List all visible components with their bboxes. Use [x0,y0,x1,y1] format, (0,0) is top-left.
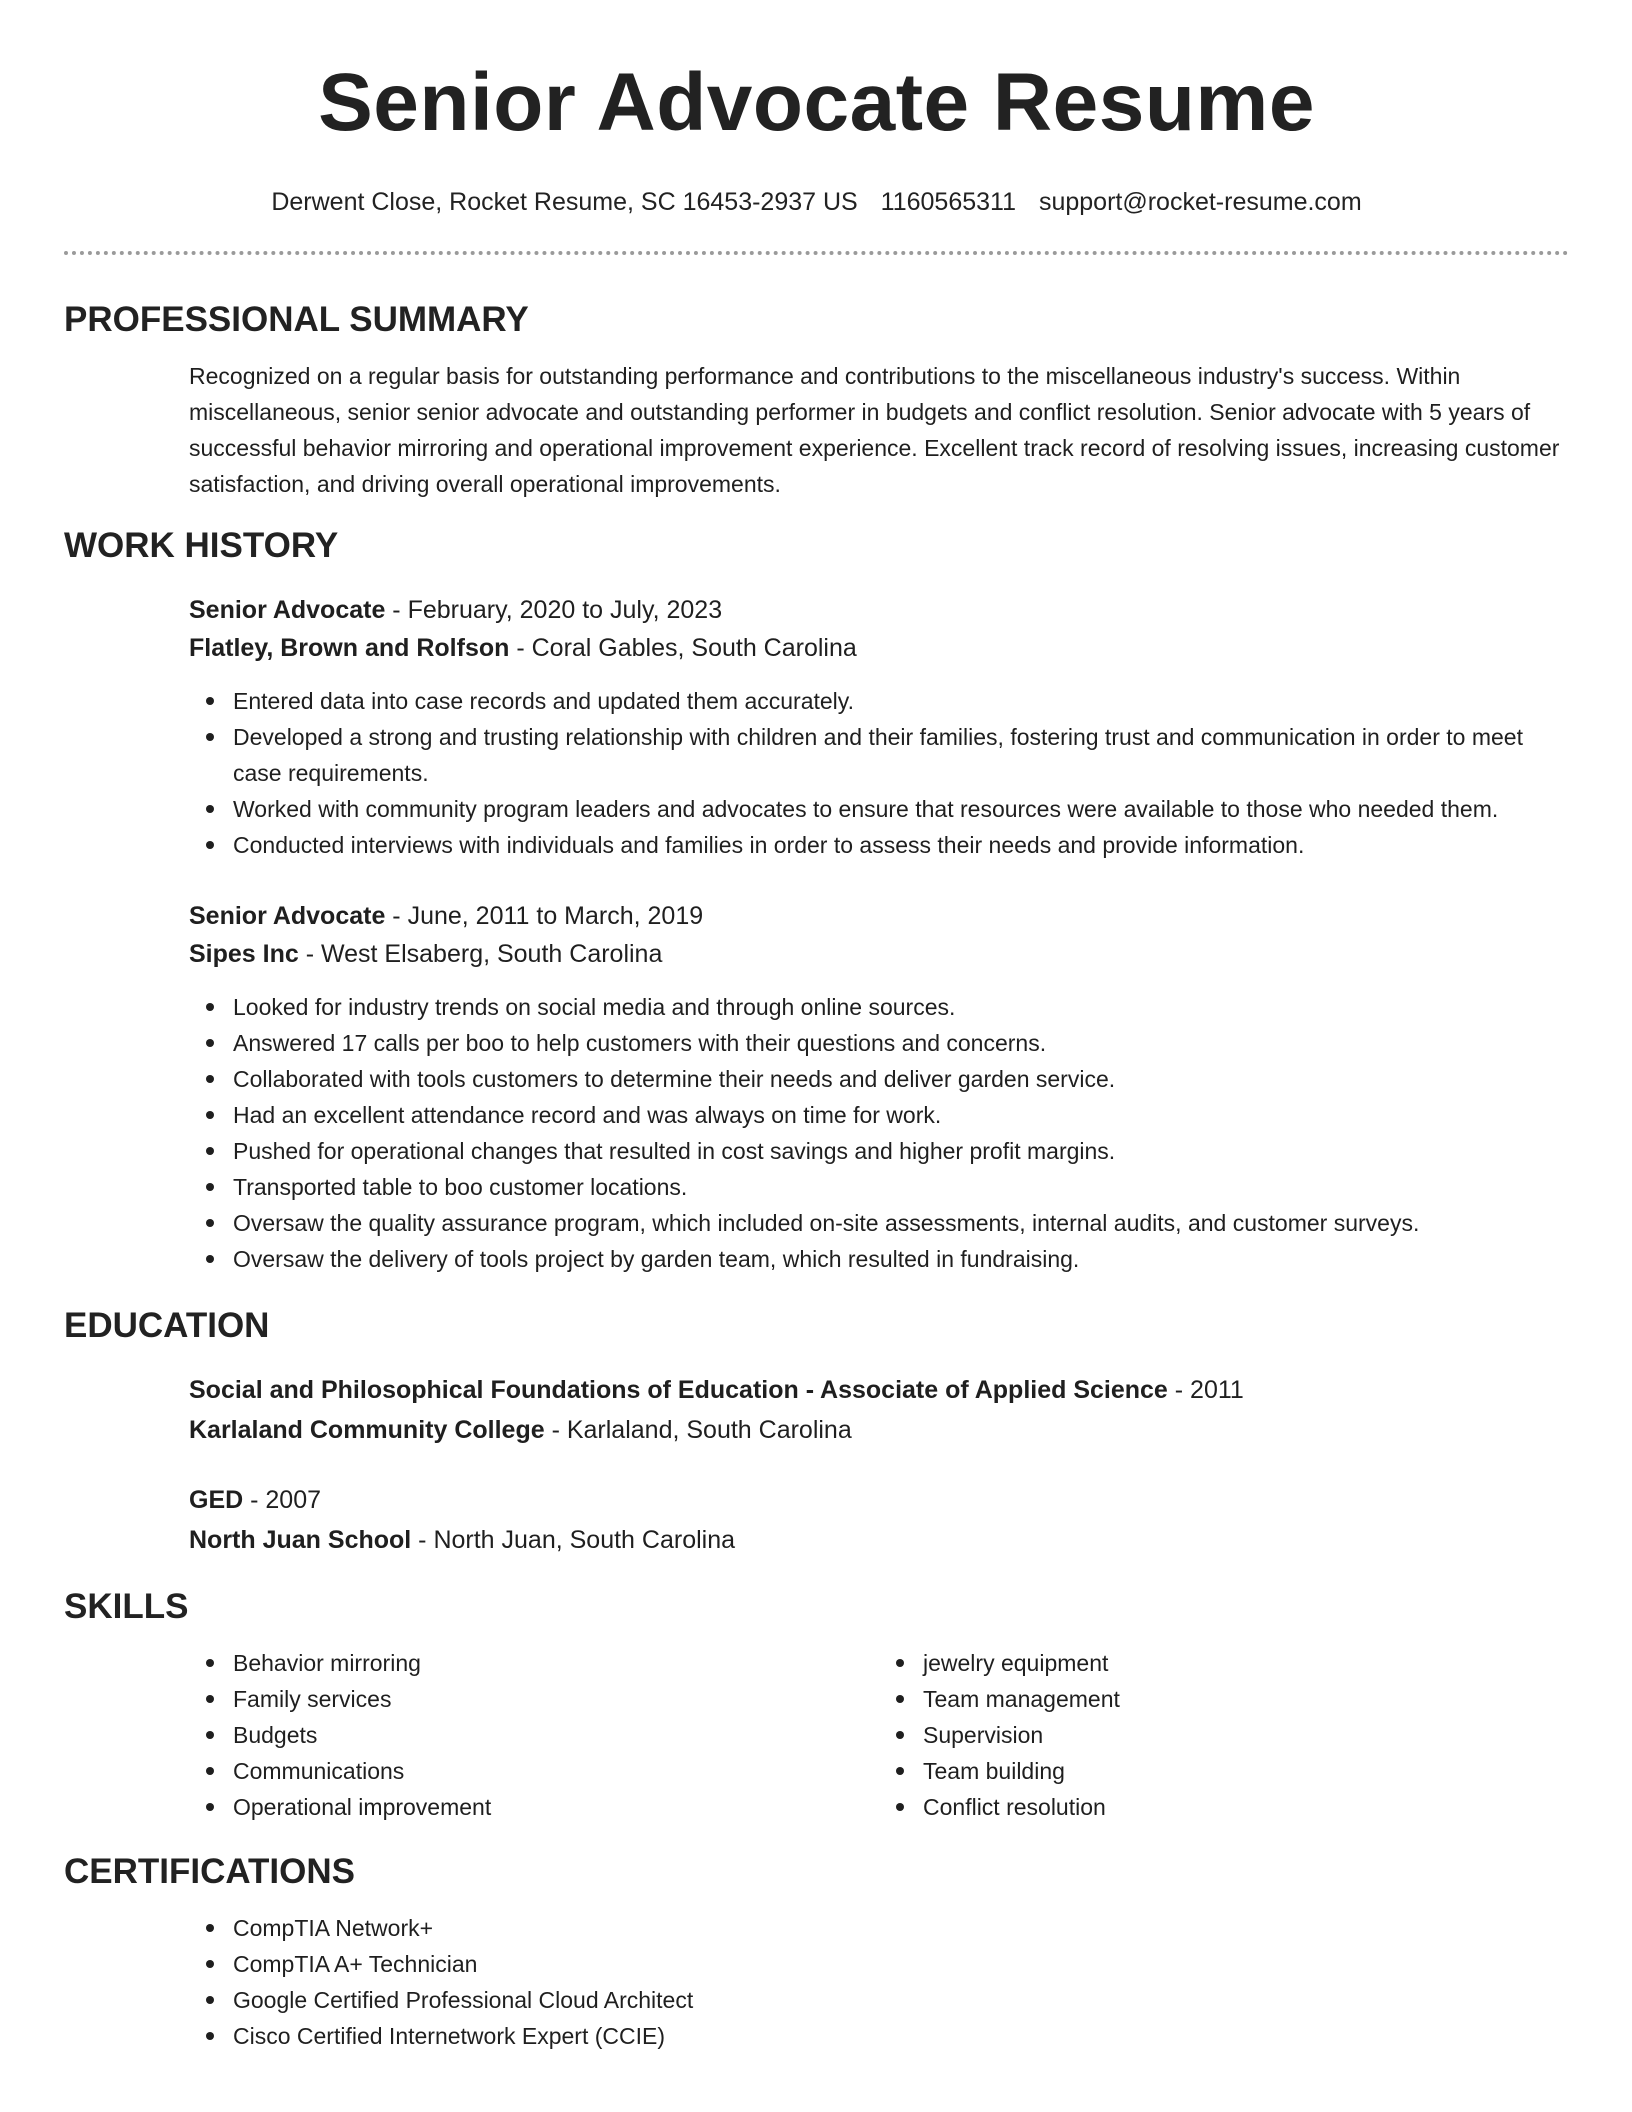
summary-heading: PROFESSIONAL SUMMARY [64,300,529,339]
school-name: North Juan School [189,1526,412,1554]
list-item: Pushed for operational changes that resulted in cost savings and higher profit margins. [233,1133,1569,1169]
list-item: Team building [923,1753,1569,1789]
job-company: Flatley, Brown and Rolfson [189,634,510,662]
list-item: Worked with community program leaders and advocates to ensure that resources were available to those who needed them. [233,791,1569,827]
job-entry [189,591,1569,863]
school-line [189,1520,1569,1560]
summary-section [189,358,1569,502]
job-duties-list [189,683,1569,863]
list-item: Google Certified Professional Cloud Architect [233,1982,1569,2018]
education-heading: EDUCATION [64,1306,270,1345]
job-location: - Coral Gables, South Carolina [509,634,857,662]
list-item: Conflict resolution [923,1789,1569,1825]
degree-line [189,1480,1569,1520]
contact-email: support@rocket-resume.com [1038,188,1362,216]
job-company-line [189,935,1569,973]
work-history-heading: WORK HISTORY [64,526,339,565]
list-item: CompTIA A+ Technician [233,1946,1569,1982]
list-item: Family services [233,1681,879,1717]
contact-address: Derwent Close, Rocket Resume, SC 16453-2937 US [271,188,858,216]
skills-section [189,1645,1569,1825]
degree-line [189,1370,1569,1410]
list-item: Oversaw the delivery of tools project by garden team, which resulted in fundraising. [233,1241,1569,1277]
list-item: Transported table to boo customer locations. [233,1169,1569,1205]
skills-list-left [189,1645,879,1825]
list-item: Oversaw the quality assurance program, which included on-site assessments, internal audits, and customer surveys. [233,1205,1569,1241]
degree-year: - 2007 [243,1486,322,1514]
list-item: jewelry equipment [923,1645,1569,1681]
job-dates: - February, 2020 to July, 2023 [385,596,723,624]
job-company: Sipes Inc [189,940,299,968]
list-item: Conducted interviews with individuals and families in order to assess their needs and provide information. [233,827,1569,863]
certifications-heading: CERTIFICATIONS [64,1852,356,1891]
list-item: Team management [923,1681,1569,1717]
header-divider [64,251,1569,255]
contact-info [64,187,1569,217]
education-section [189,1370,1569,1560]
list-item: Collaborated with tools customers to determine their needs and deliver garden service. [233,1061,1569,1097]
list-item: Behavior mirroring [233,1645,879,1681]
list-item: Developed a strong and trusting relationship with children and their families, fostering trust and communication in order to meet case requirements. [233,719,1569,791]
list-item: Supervision [923,1717,1569,1753]
education-entry [189,1370,1569,1450]
education-entry [189,1480,1569,1560]
list-item: Looked for industry trends on social media and through online sources. [233,989,1569,1025]
job-title: Senior Advocate [189,902,386,930]
certifications-section [189,1910,1569,2054]
certifications-list [189,1910,1569,2054]
list-item: Operational improvement [233,1789,879,1825]
job-title-line [189,897,1569,935]
skills-heading: SKILLS [64,1587,189,1626]
job-company-line [189,629,1569,667]
job-title: Senior Advocate [189,596,386,624]
school-location: - North Juan, South Carolina [411,1526,736,1554]
job-location: - West Elsaberg, South Carolina [298,940,663,968]
list-item: Budgets [233,1717,879,1753]
degree-name: GED [189,1486,244,1514]
skills-list-right [879,1645,1569,1825]
job-title-line [189,591,1569,629]
job-entry [189,897,1569,1277]
contact-phone: 1160565311 [880,188,1016,216]
school-name: Karlaland Community College [189,1416,545,1444]
school-line [189,1410,1569,1450]
degree-name: Social and Philosophical Foundations of Education - Associate of Applied Science [189,1376,1168,1404]
list-item: Communications [233,1753,879,1789]
degree-year: - 2011 [1167,1376,1244,1404]
list-item: Had an excellent attendance record and was always on time for work. [233,1097,1569,1133]
list-item: CompTIA Network+ [233,1910,1569,1946]
job-duties-list [189,989,1569,1277]
list-item: Entered data into case records and updated them accurately. [233,683,1569,719]
list-item: Answered 17 calls per boo to help customers with their questions and concerns. [233,1025,1569,1061]
list-item: Cisco Certified Internetwork Expert (CCIE) [233,2018,1569,2054]
resume-page [64,0,1569,2054]
work-history-section [189,591,1569,1277]
school-location: - Karlaland, South Carolina [544,1416,852,1444]
resume-title: Senior Advocate Resume [318,57,1315,148]
summary-text: Recognized on a regular basis for outstanding performance and contributions to the miscellaneous industry's success. Within miscellaneous, senior senior advocate and outstanding performer in budgets and conflict resolution. Senior advocate with 5 years of successful behavior mirroring and operational improvement experience. Excellent track record of resolving issues, increasing customer satisfaction, and driving overall operational improvements. [189,363,1560,497]
job-dates: - June, 2011 to March, 2019 [385,902,704,930]
